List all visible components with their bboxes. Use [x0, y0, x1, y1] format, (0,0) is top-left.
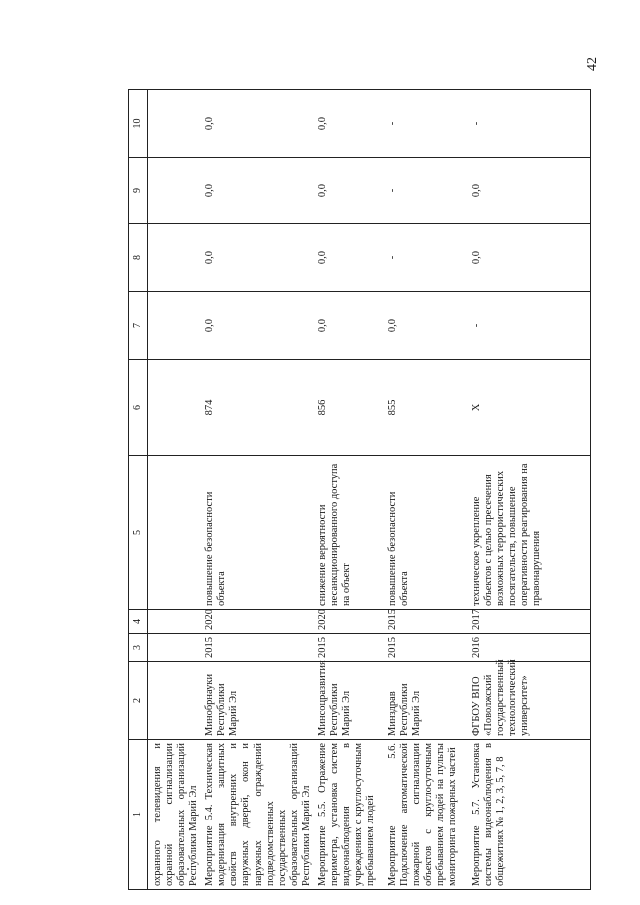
- value-10: 0,0: [315, 90, 385, 158]
- header-col-3: 3: [129, 634, 148, 662]
- responsible-org: Минсоцразвития Республики Марий Эл: [315, 662, 385, 740]
- value-9: 0,0: [315, 158, 385, 224]
- end-year: 2020: [202, 610, 315, 634]
- header-col-2: 2: [129, 662, 148, 740]
- page-number: 42: [585, 57, 600, 71]
- expected-result: снижение вероятности несанкционированного доступа на объект: [315, 456, 385, 610]
- header-row: [129, 90, 148, 890]
- header-col-1: 1: [129, 740, 148, 890]
- value-9: -: [385, 158, 469, 224]
- header-col-9: 9: [129, 158, 148, 224]
- rotated-table-container: [128, 90, 576, 890]
- table-row: [469, 90, 591, 890]
- measure-name: Мероприятие 5.4. Техническая модернизация защитных свойств внутренних и наружных дверей, окон и наружных ограждений подведомственных государственных образовательных организаций Республики Марий Эл: [202, 740, 315, 890]
- value-7: 0,0: [202, 292, 315, 360]
- responsible-org: Минобрнауки Республики Марий Эл: [202, 662, 315, 740]
- header-col-4: 4: [129, 610, 148, 634]
- expected-result: повышение безопасности объекта: [385, 456, 469, 610]
- header-col-8: 8: [129, 224, 148, 292]
- header-col-5: 5: [129, 456, 148, 610]
- expected-result: техническое укрепление объектов с целью пресечения возможных террористических посягательств, повышение оперативности реагирования на правонарушения: [469, 456, 591, 610]
- table-row: [202, 90, 315, 890]
- continuation-text: охранного телевидения и охранной сигнализации образовательных организаций Республики Марий Эл: [148, 740, 203, 890]
- responsible-org: ФГБОУ ВПО «Поволжский государственный технологический университет»: [469, 662, 591, 740]
- start-year: 2015: [202, 634, 315, 662]
- header-col-7: 7: [129, 292, 148, 360]
- table-row-continuation: [148, 90, 203, 890]
- value-9: 0,0: [202, 158, 315, 224]
- end-year: 2020: [315, 610, 385, 634]
- measure-name: Мероприятие 5.7. Установка системы видеонаблюдения в общежитиях № 1, 2, 3, 5, 7, 8: [469, 740, 591, 890]
- start-year: 2015: [385, 634, 469, 662]
- value-10: -: [385, 90, 469, 158]
- value-7: 0,0: [315, 292, 385, 360]
- measure-name: Мероприятие 5.5. Отражение периметра, установка систем видеонаблюдения в учреждениях с круглосуточным пребыванием людей: [315, 740, 385, 890]
- value-8: 0,0: [202, 224, 315, 292]
- end-year: 2017: [469, 610, 591, 634]
- header-col-10: 10: [129, 90, 148, 158]
- table-row: [385, 90, 469, 890]
- code: 855: [385, 360, 469, 456]
- code: 856: [315, 360, 385, 456]
- program-measures-table: [128, 89, 591, 890]
- value-7: 0,0: [385, 292, 469, 360]
- value-10: 0,0: [202, 90, 315, 158]
- value-8: 0,0: [315, 224, 385, 292]
- header-col-6: 6: [129, 360, 148, 456]
- start-year: 2016: [469, 634, 591, 662]
- measure-name: Мероприятие 5.6. Подключение автоматической пожарной сигнализации объектов с круглосуточным пребыванием людей на пульты мониторинга пожарных частей: [385, 740, 469, 890]
- value-10: -: [469, 90, 591, 158]
- value-9: 0,0: [469, 158, 591, 224]
- end-year: 2015: [385, 610, 469, 634]
- start-year: 2015: [315, 634, 385, 662]
- code: Х: [469, 360, 591, 456]
- value-8: -: [385, 224, 469, 292]
- table-row: [315, 90, 385, 890]
- value-7: -: [469, 292, 591, 360]
- value-8: 0,0: [469, 224, 591, 292]
- expected-result: повышение безопасности объекта: [202, 456, 315, 610]
- code: 874: [202, 360, 315, 456]
- responsible-org: Минздрав Республики Марий Эл: [385, 662, 469, 740]
